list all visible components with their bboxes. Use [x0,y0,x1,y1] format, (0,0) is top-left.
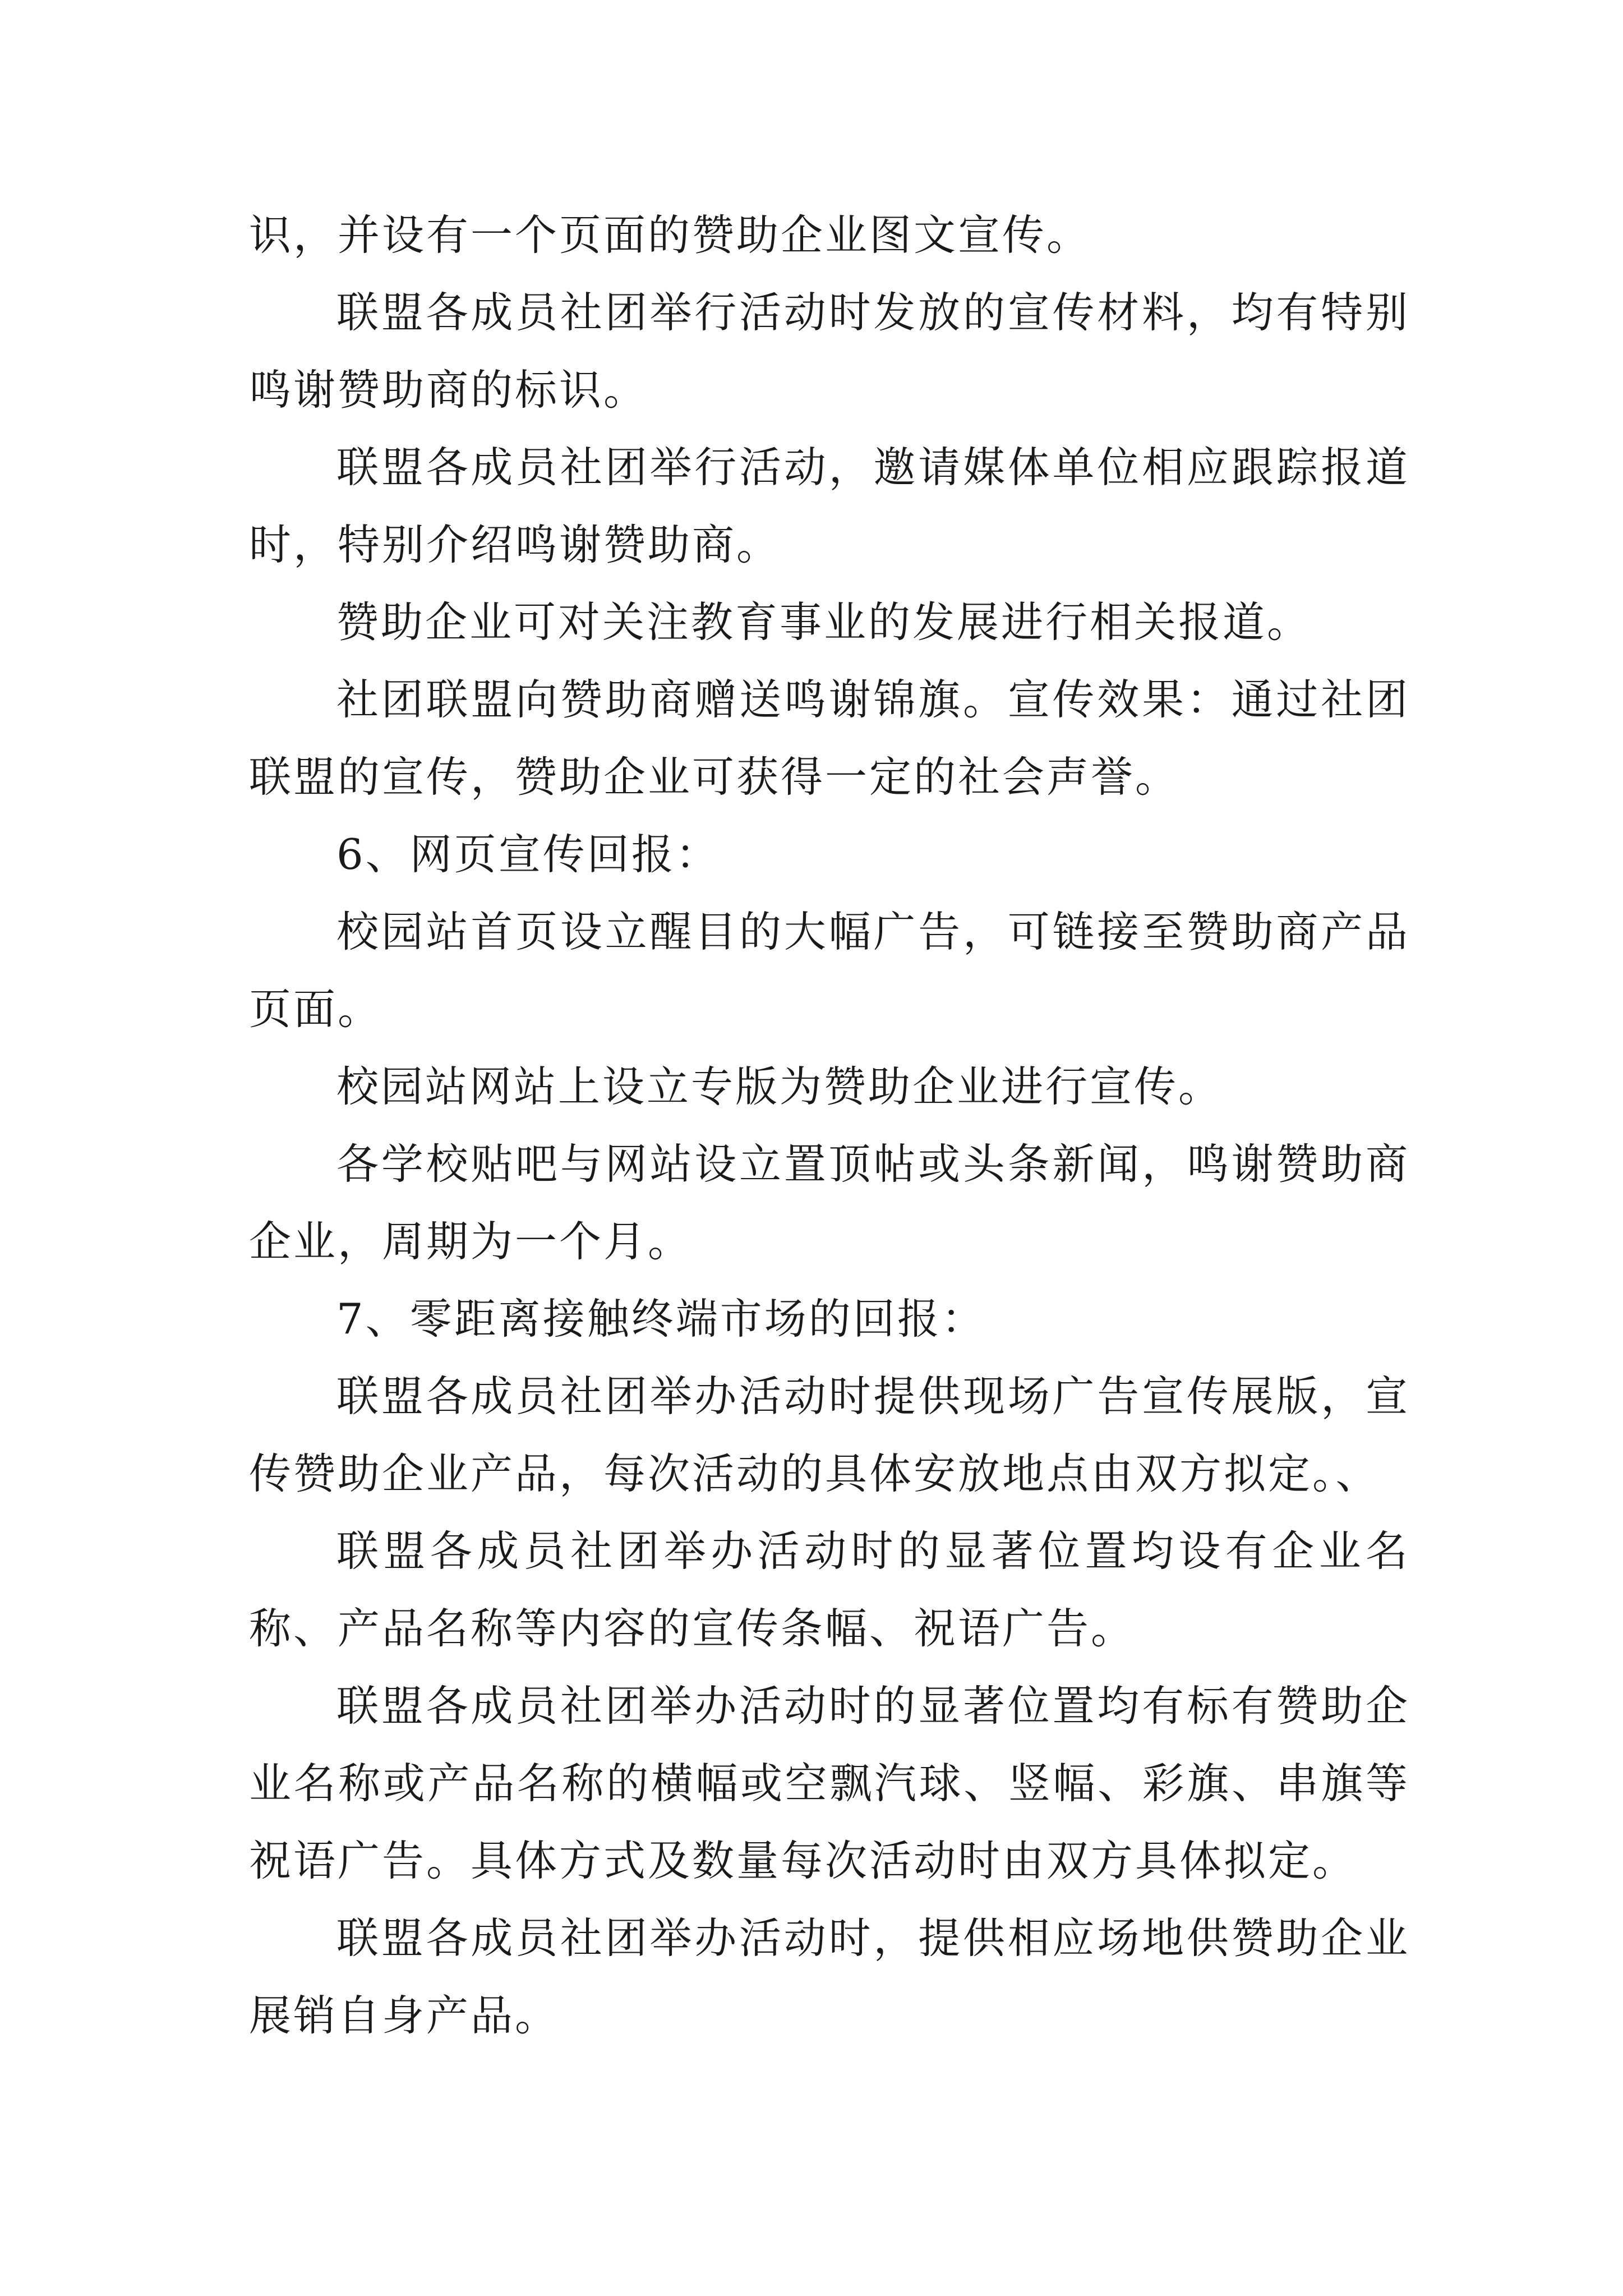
paragraph: 联盟各成员社团举办活动时，提供相应场地供赞助企业展销自身产品。 [249,1913,1410,2040]
section-heading: 6、网页宣传回报： [336,830,720,879]
paragraph: 联盟各成员社团举办活动时的显著位置均有标有赞助企业名称或产品名称的横幅或空飘汽球、竖幅、彩旗、串旗等祝语广告。具体方式及数量每次活动时由双方具体拟定。 [249,1681,1410,1885]
paragraph: 联盟各成员社团举行活动时发放的宣传材料，均有特别鸣谢赞助商的标识。 [249,288,1410,415]
paragraph: 社团联盟向赞助商赠送鸣谢锦旗。宣传效果：通过社团联盟的宣传，赞助企业可获得一定的社会声誉。 [249,675,1410,802]
paragraph: 联盟各成员社团举行活动，邀请媒体单位相应跟踪报道时，特别介绍鸣谢赞助商。 [249,443,1410,569]
paragraph: 识，并设有一个页面的赞助企业图文宣传。 [249,210,1091,260]
section-heading: 7、零距离接触终端市场的回报： [336,1294,986,1343]
document-body [249,196,1410,2054]
paragraph: 联盟各成员社团举办活动时提供现场广告宣传展版，宣传赞助企业产品，每次活动的具体安放地点由双方拟定。、 [249,1372,1410,1498]
paragraph: 赞助企业可对关注教育事业的发展进行相关报道。 [336,597,1312,647]
paragraph: 校园站网站上设立专版为赞助企业进行宣传。 [336,1062,1223,1111]
paragraph: 联盟各成员社团举办活动时的显著位置均设有企业名称、产品名称等内容的宣传条幅、祝语广告。 [249,1526,1410,1653]
paragraph: 各学校贴吧与网站设立置顶帖或头条新闻，鸣谢赞助商企业，周期为一个月。 [249,1139,1410,1266]
paragraph: 校园站首页设立醒目的大幅广告，可链接至赞助商产品页面。 [249,907,1410,1034]
